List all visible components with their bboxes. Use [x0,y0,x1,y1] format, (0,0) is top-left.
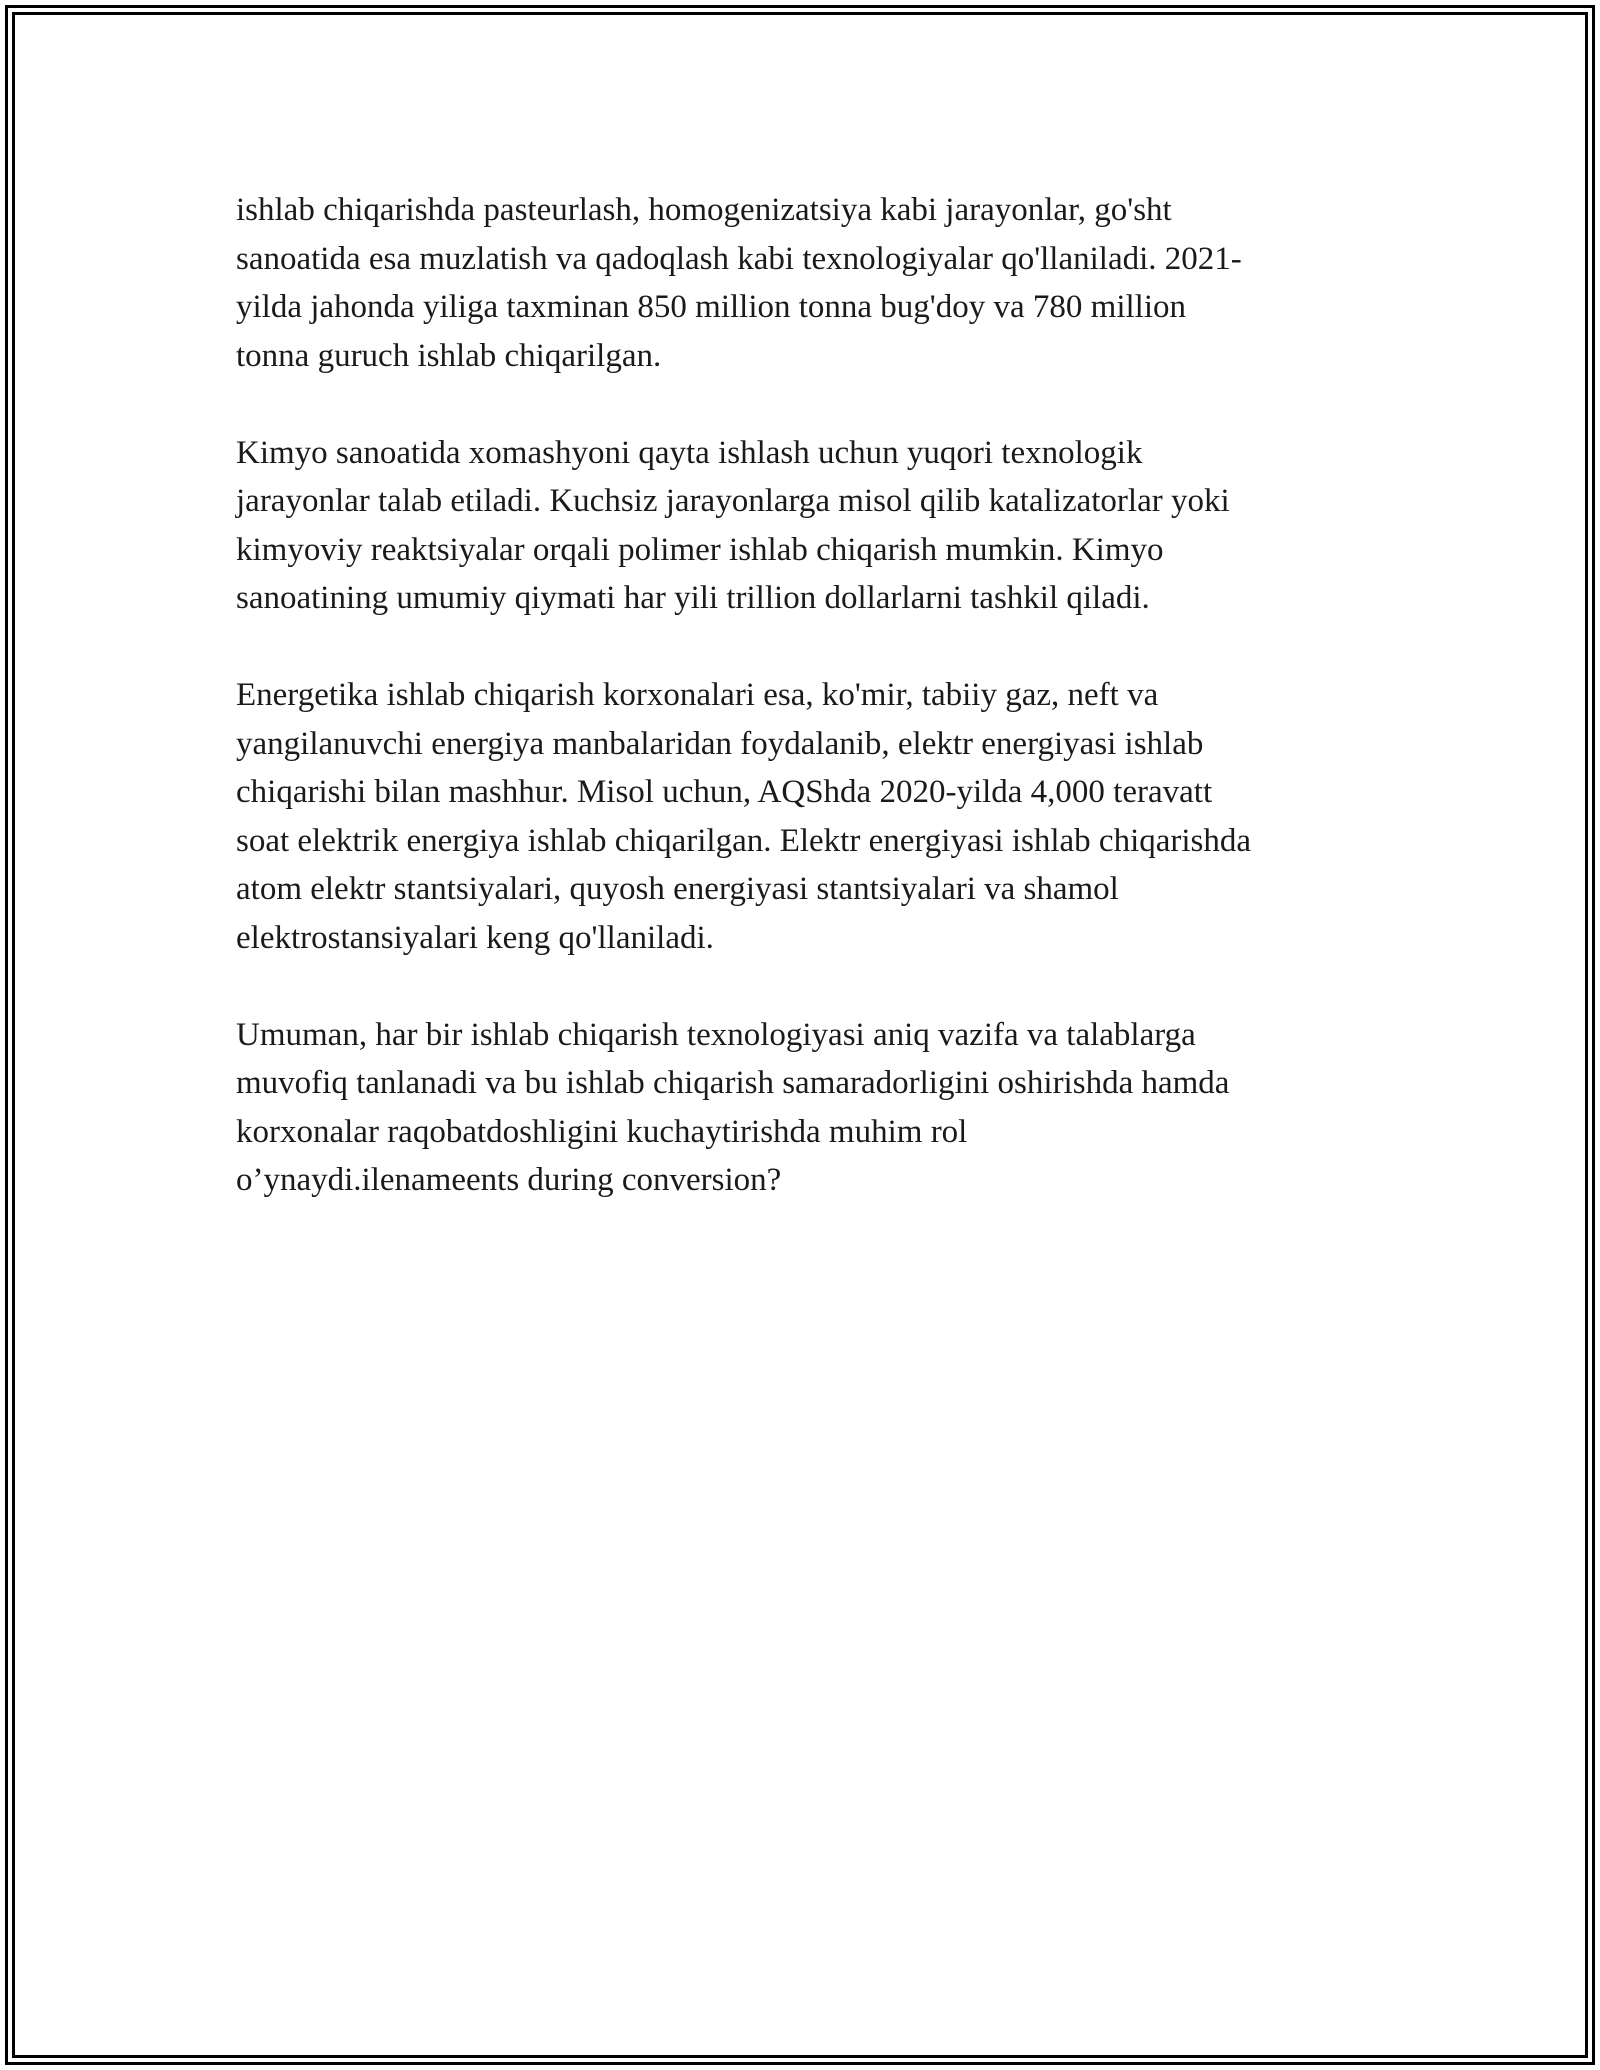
paragraph-food-industry: ishlab chiqarishda pasteurlash, homogenizatsiya kabi jarayonlar, go'sht sanoatida esa muzlatish va qadoqlash kabi texnologiyalar qo'llaniladi. 2021- yilda jahonda yiliga taxminan 850 million tonna bug'doy va 780 million tonna guruch ishlab chiqarilgan. [236,192,1242,374]
document-body [236,186,1376,1253]
paragraph-energy-industry: Energetika ishlab chiqarish korxonalari esa, ko'mir, tabiiy gaz, neft va yangilanuvchi energiya manbalaridan foydalanib, elektr energiyasi ishlab chiqarishi bilan mashhur. Misol uchun, AQShda 2020-yilda 4,000 teravatt soat elektrik energiya ishlab chiqarilgan. Elektr energiyasi ishlab chiqarishda atom elektr stantsiyalari, quyosh energiyasi stantsiyalari va shamol elektrostansiyalari keng qo'llaniladi. [236,677,1252,956]
paragraph-conclusion: Umuman, har bir ishlab chiqarish texnologiyasi aniq vazifa va talablarga muvofiq tanlanadi va bu ishlab chiqarish samaradorligini oshirishda hamda korxonalar raqobatdoshligini kuchaytirishda muhim rol o’ynaydi.ilenameents during conversion? [236,1016,1230,1198]
paragraph-chemical-industry: Kimyo sanoatida xomashyoni qayta ishlash uchun yuqori texnologik jarayonlar talab etiladi. Kuchsiz jarayonlarga misol qilib katalizatorlar yoki kimyoviy reaktsiyalar orqali polimer ishlab chiqarish mumkin. Kimyo sanoatining umumiy qiymati har yili trillion dollarlarni tashkil qiladi. [236,434,1230,616]
